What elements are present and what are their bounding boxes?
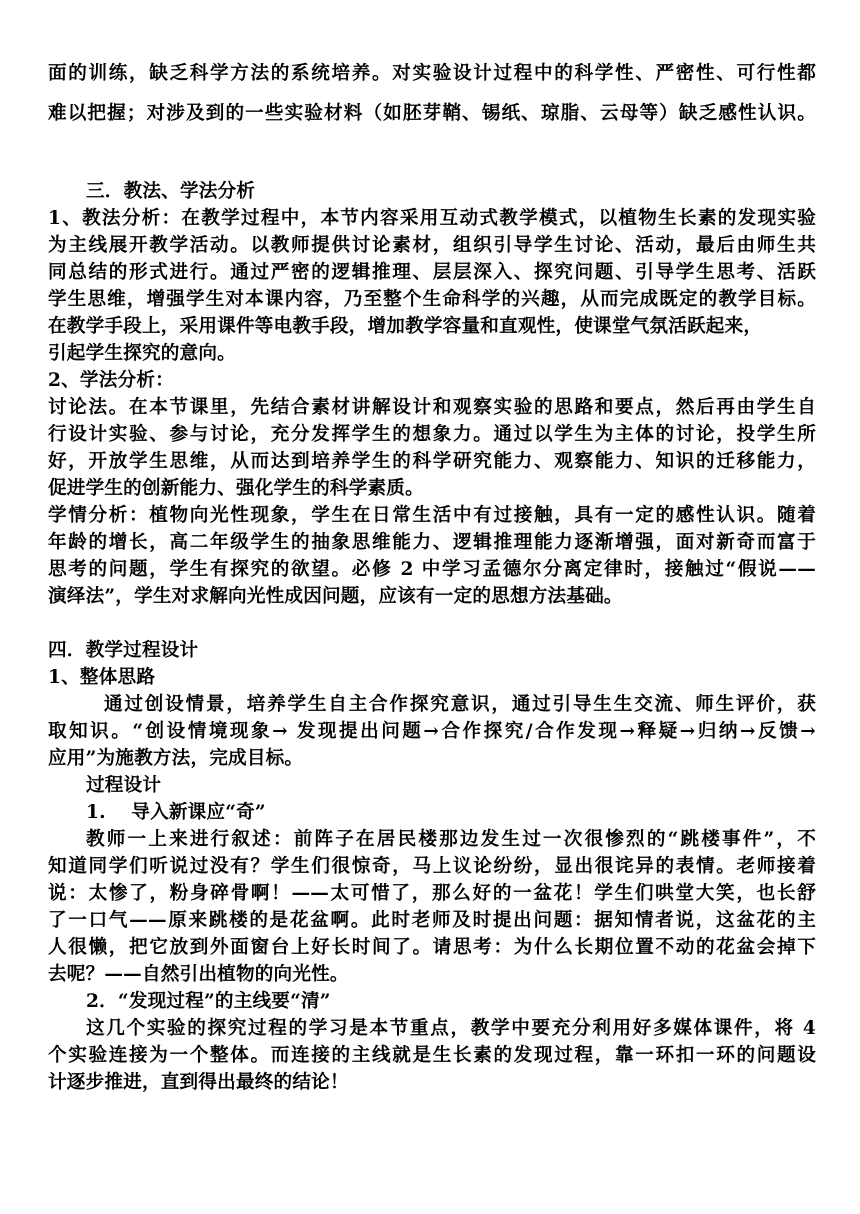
paragraph-line: 知道同学们听说过没有？学生们很惊奇，马上议论纷纷，显出很诧异的表情。老师接着	[48, 856, 816, 877]
paragraph-line: 促进学生的创新能力、强化学生的科学素质。	[48, 478, 424, 499]
paragraph-line: 个实验连接为一个整体。而连接的主线就是生长素的发现过程，靠一环扣一环的问题设	[48, 1045, 816, 1066]
section-heading-teaching-process-design: 四．教学过程设计	[48, 640, 199, 661]
paragraph-line: 了一口气——原来跳楼的是花盆啊。此时老师及时提出问题：据知情者说，这盆花的主	[48, 910, 816, 931]
subheading-process-design: 过程设计	[86, 775, 162, 796]
paragraph-line: 人很懒，把它放到外面窗台上好长时间了。请思考：为什么长期位置不动的花盆会掉下	[48, 937, 816, 958]
paragraph-line: 去呢？——自然引出植物的向光性。	[48, 964, 349, 985]
paragraph-line: 演绎法”，学生对求解向光性成因问题，应该有一定的思想方法基础。	[48, 586, 623, 607]
paragraph-line: 说：太惨了，粉身碎骨啊！——太可惜了，那么好的一盆花！学生们哄堂大笑，也长舒	[48, 883, 816, 904]
intro-line: 面的训练，缺乏科学方法的系统培养。对实验设计过程中的科学性、严密性、可行性都	[48, 63, 816, 84]
paragraph-line: 讨论法。在本节课里，先结合素材讲解设计和观察实验的思路和要点，然后再由学生自	[48, 397, 816, 418]
step-heading-2: 2．“发现过程”的主线要“清”	[86, 991, 331, 1012]
paragraph-line: 年龄的增长，高二年级学生的抽象思维能力、逻辑推理能力逐渐增强，面对新奇而富于	[48, 532, 816, 553]
paragraph-line: 同总结的形式进行。通过严密的逻辑推理、层层深入、探究问题、引导学生思考、活跃	[48, 262, 816, 283]
paragraph-line: 好，开放学生思维，从而达到培养学生的科学研究能力、观察能力、知识的迁移能力，	[48, 451, 816, 472]
paragraph-line: 这几个实验的探究过程的学习是本节重点，教学中要充分利用好多媒体课件，将 4	[86, 1018, 816, 1039]
paragraph-line: 通过创设情景，培养学生自主合作探究意识，通过引导生生交流、师生评价，获	[104, 694, 816, 715]
subheading-overall-idea: 1、整体思路	[48, 667, 156, 688]
section-heading-teaching-learning-analysis: 三．教法、学法分析	[86, 181, 256, 202]
paragraph-line: 引起学生探究的意向。	[48, 343, 236, 364]
subheading-learning-method: 2、学法分析：	[48, 370, 174, 391]
paragraph-line: 教师一上来进行叙述：前阵子在居民楼那边发生过一次很惨烈的“跳楼事件”，不	[86, 829, 816, 850]
paragraph-line: 取知识。“创设情境现象→ 发现提出问题→合作探究/合作发现→释疑→归纳→反馈→	[48, 721, 816, 742]
paragraph-line: 学生思维，增强学生对本课内容，乃至整个生命科学的兴趣，从而完成既定的教学目标。	[48, 289, 816, 310]
paragraph-line: 行设计实验、参与讨论，充分发挥学生的想象力。通过以学生为主体的讨论，投学生所	[48, 424, 816, 445]
paragraph-line: 计逐步推进，直到得出最终的结论！	[48, 1072, 349, 1093]
paragraph-line: 在教学手段上，采用课件等电教手段，增加教学容量和直观性，使课堂气氛活跃起来，	[48, 316, 763, 337]
step-heading-1: 1. 导入新课应“奇”	[86, 802, 266, 823]
paragraph-line: 思考的问题，学生有探究的欲望。必修 2 中学习孟德尔分离定律时，接触过“假说——	[48, 559, 816, 580]
paragraph-line: 应用”为施教方法，完成目标。	[48, 748, 304, 769]
intro-line: 难以把握；对涉及到的一些实验材料（如胚芽鞘、锡纸、琼脂、云母等）缺乏感性认识。	[48, 103, 816, 124]
paragraph-line: 1、教法分析：在教学过程中，本节内容采用互动式教学模式，以植物生长素的发现实验	[48, 208, 816, 229]
paragraph-line: 学情分析：植物向光性现象，学生在日常生活中有过接触，具有一定的感性认识。随着	[48, 505, 816, 526]
paragraph-line: 为主线展开教学活动。以教师提供讨论素材，组织引导学生讨论、活动，最后由师生共	[48, 235, 816, 256]
